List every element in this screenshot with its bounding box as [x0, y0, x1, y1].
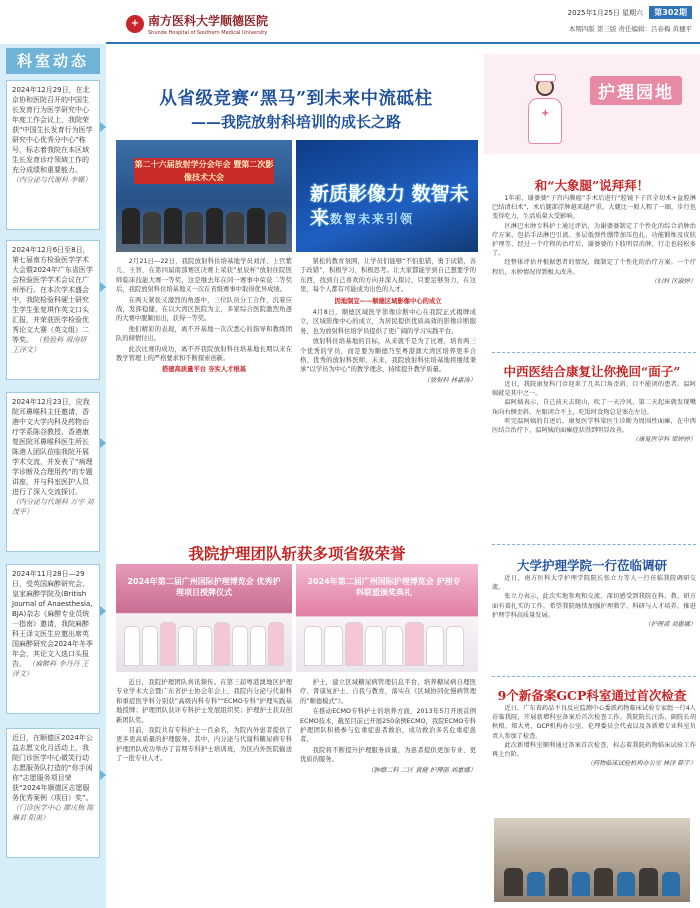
hospital-emblem-icon: +: [126, 15, 144, 33]
paragraph: 1年前，谢婆婆“子宫内膜癌”手术后进行“腔镜下子宫全切术+盆腔淋巴结清扫术”，术后腿部浮肿越来越严重，大腿比一般人粗了一圈，步行也变得吃力，生活质量大受影响。: [492, 195, 696, 221]
brief-credit: （内分泌与代谢科 万宇 刘茂平）: [12, 498, 94, 516]
section-subhead: 因地制宜——顺德区域影像中心的成立: [334, 297, 442, 305]
brief-arrow-icon: [100, 606, 106, 616]
brief-arrow-icon: [100, 770, 106, 780]
article-title-gcp: 9个新备案GCP科室通过首次检查: [497, 688, 687, 703]
person-figure: [226, 212, 244, 244]
paragraph: 张立力表示，此次实地参观和交流，深切感受到我院在科、教、研方面有着扎实的工作，希望我院继续加强护理教学、科研与人才培养，推进护理学科高质量发展。: [492, 593, 696, 619]
person-figure: [185, 212, 203, 244]
person-figure: [232, 626, 248, 666]
paragraph: 近日，我院护理团队喜讯频传。在第三届粤港澳地区护理专业学术大会暨广东省护士协会年会上，我院内分泌与代谢科和重症医学科分别获“高级内科专科”“ECMO专科”护理实践基地授牌；护理团队获评专科护士发展组织奖；护理护士获双创新团队奖。: [116, 679, 292, 724]
nursing-article-column-1: [116, 678, 292, 904]
author-credit: （肿瘤二科 二区 黄健 护理部 刘惠娜）: [367, 766, 476, 774]
brief-text: 2024年11月28日—29日，受英国麻醉研究会、皇家麻醉学院及(British Journal of Anaesthesia, BJA)杂志《麻醉专业员统一指南》邀请，我院麻醉科王泽文医生应邀出席英国麻醉研究会2024年冬季年会，其论文入选口头报告。: [12, 570, 93, 668]
radiology-award-photo: [116, 140, 292, 252]
divider: [492, 544, 696, 545]
masthead: [106, 0, 700, 44]
article-title-facial-palsy: 中西医结合康复让你挽回“面子”: [503, 364, 681, 379]
stage-banner: 2024年第二届广州国际护理博览会 优秀护理项目授牌仪式: [127, 577, 281, 597]
person-figure: [250, 626, 266, 666]
paragraph: 此次新增科室顺利通过备案首次检查，标志着我院药物临床试验工作再上台阶。: [492, 741, 696, 759]
person-figure: [549, 868, 568, 896]
paragraph: 4月8日，顺德区域医学影像诊断中心在我院正式揭牌成立，区域影像中心的成立，为居民提供优质高效的影像诊断服务，也为放射科住培学员提供了更广阔的学习实践平台。: [300, 309, 476, 335]
paragraph: 区淋巴水肿专科护士通过评估，为谢婆婆制定了个性化的综合消肿治疗方案，包括手法淋巴引流、多层低弹性绷带加压包扎、功能锻炼及皮肤护理等，经过一个疗程的治疗后，谢婆婆的下肢明显消肿，行走也轻松多了。: [492, 222, 696, 258]
nursing-award-photo-1: [116, 564, 292, 672]
news-brief-3: [6, 392, 100, 552]
person-figure: [164, 208, 182, 244]
person-figure: [504, 868, 523, 896]
paragraph: 近日，我院康复科门诊迎来了几名口角歪斜、目不能闭的患者。温阿姨就是其中之一。: [492, 381, 696, 398]
sidebar-title: 科室动态: [6, 48, 100, 74]
person-figure: [178, 626, 194, 666]
news-brief-2: [6, 240, 100, 380]
brief-text: 2024年12月23日，应我院耳鼻喉科主任邀请，香港中文大学内科及药物治疗学系陈谷教授、香港康复医院耳鼻喉科医生所长陈港人团队莅临我院开展学术交流，并发表了“病理学诊断及合理用药”的专题讲座，并与科室医护人员进行了深入交流探讨。: [12, 398, 93, 496]
stage-banner: 2024年第二届广州国际护理博览会 护理专科联盟颁奖典礼: [307, 577, 461, 597]
issue-info: [568, 6, 692, 33]
paragraph: 听完温阿姨的自述后，康复医学科梁医生诊断为周围性面瘫，在中西医结合治疗下，温阿姨的面瘫症状得到明显改善。: [492, 417, 696, 435]
brief-arrow-icon: [100, 122, 106, 132]
person-figure: [594, 868, 613, 896]
brief-text: 近日，在顺德区2024年公益志愿文化月活动上，我院门诊医学中心微笑行动志愿服务队打造的“你手闲你”志愿服务项目荣获“2024年顺德区志愿服务优秀案例（项目）奖”。: [12, 734, 93, 802]
person-figure: [324, 626, 342, 666]
brief-credit: （门诊医学中心 廖庆梅 陈琳君 阳美）: [12, 804, 94, 822]
person-figure: [426, 626, 444, 666]
editor-line: 本期四版 第三版 责任编辑：吕春梅 黄穗平: [568, 25, 692, 33]
nurse-group: [304, 620, 464, 666]
section-subhead: 搭建高质量平台 夯实人才根基: [161, 366, 247, 374]
paragraph: 我院将不断提升护理服务质量，为患者提供更加专业、更优质的服务。: [300, 746, 476, 764]
person-figure: [196, 626, 212, 666]
author-credit: （妇科 区淑婷）: [650, 277, 696, 285]
person-figure: [122, 208, 140, 244]
person-figure: [160, 622, 176, 666]
conference-screen-photo: [296, 140, 478, 252]
main-article-title: 从省级竞赛“黑马”到未来中流砥柱: [159, 89, 433, 109]
person-figure: [365, 626, 383, 666]
nursing-garden-column: [484, 44, 700, 908]
main-article-column-1: [116, 257, 292, 445]
nursing-award-photo-2: [296, 564, 478, 672]
divider: [492, 676, 696, 677]
author-credit: （药物临床试验机构办公室 林泽 陈宇）: [586, 760, 696, 768]
meeting-attendees: [504, 862, 680, 896]
screen-slogan: 新质影像力 数智未来: [310, 183, 469, 229]
author-credit: （放射科 林嘉涛）: [423, 376, 476, 384]
main-article-subtitle: ——我院放射科培训的成长之路: [190, 113, 401, 131]
paragraph: 在两天紧张又激烈的角逐中，三位队员分工合作，沉着应战，发挥稳健，在以大湾区医院为主，多家综合医院激烈角逐的大赛中脱颖而出，获得一等奖。: [116, 296, 292, 323]
paragraph: 在推动ECMO专科护士的培养方面，2013年5月开展首例ECMO技术，截至目前已开展250余例ECMO，我院ECMO专科护理团队积极参与危重症患者救治，成功救治多名危重症患者。: [300, 708, 476, 744]
paragraph: 2月21日—22日，我院放射科住培基地学员刘洋、上官紫儿、王智，在第四届南部赛区决赛上荣获“星辰杯”放射住院医师临床技能大赛一等奖，这是继去年在同一赛事中荣获二等奖后，我院放射科住培基地又一次在省级赛事中取得优异成绩。: [116, 258, 292, 294]
section-title: 护理园地: [590, 76, 682, 105]
stage-banner: 第二十六届放射学分会年会 暨第二次影像技术大会: [134, 160, 274, 182]
person-figure: [572, 872, 591, 896]
brief-credit: （内分泌与代谢科 李姗）: [12, 176, 92, 184]
paragraph: 护士，建立区域糖尿病管理信息平台，培养糖尿病自理医疗、肾康复护士、自我与教育，落实在《区域协同化慢病管理的“顺德模式”》。: [300, 679, 476, 705]
person-figure: [206, 208, 224, 244]
paragraph: 温阿姨表示，自己前天去爬山，吹了一天冷风，第二天起床就发现嘴角向右侧歪斜，左眼闭合不上，吃饭时食物总是塞在左边。: [492, 399, 696, 416]
brief-text: 2024年12月6日至8日，第七届南方检验医学学术大会暨2024年广东省医学会检验医学学术会议在广州举行。在本次学术盛会中，我院检验科硬士研究生学生张复琪作英文口头汇报，并荣获医学检验优秀论文大赛（英文组）二等奖。: [12, 246, 93, 344]
brief-text: 2024年12月29日，在北京协和医院召开的中国生长发育行为医学研究中心年度工作会议上，我院荣获“中国生长发育行为医学研究中心优秀分中心”称号，标志着我院在本区域生长发育诊疗领域工作的充分成绩和重要能力。: [12, 86, 93, 174]
paragraph: 经整体评估并根据患者的情况，做制定了个性化的治疗方案。一个疗程后，水肿情况得到极大改善。: [492, 259, 696, 276]
person-figure: [617, 872, 636, 896]
paragraph: 紧松的教育氛围，让学员们能够“不怕犯错，勇于试错，善于改错”，积极学习、积极思考。让大家都能学到自己想要学的东西，找到自己喜欢的方向并深入探讨，只要足够努力，在这里，每个人都有可能成为出色的人才。: [300, 258, 476, 294]
paragraph: 放射科住培基地的目标，从来就不是为了比赛，培育两三个优秀的学员，而是要为顺德乃至粤港澳大湾区培养更多合格、优秀的放射科医师，未来，我院放射科住培基地将继续秉承“以学员为中心”的教学理念，持续提升教学质量。: [300, 338, 476, 374]
person-figure: [124, 626, 140, 666]
person-figure: [268, 622, 284, 666]
person-figure: [142, 626, 158, 666]
news-brief-5: [6, 728, 100, 858]
issue-date: 2025年1月25日 星期六: [567, 9, 644, 17]
article-title-nursing-school-visit: 大学护理学院一行莅临调研: [516, 558, 667, 573]
paragraph: 近日，广东省药品不良反应监测中心委派药物临床试验专家组一行4人莅临我院，开展新增科室备案后首次检查工作。我院院长汪浩，副院长胡秋根、郑大勇、GCP机构办公室、伦理委员会代表以及各新增专业科室负责人参加了检查。: [492, 705, 696, 740]
nursing-garden-header: [484, 54, 700, 154]
person-figure: [247, 208, 265, 244]
brief-credit: （检验科 周涛妍 王泽文）: [12, 336, 87, 354]
hospital-name-en: Shunde Hospital of Southern Medical University: [148, 30, 268, 36]
news-brief-1: [6, 80, 100, 230]
news-brief-4: [6, 564, 100, 714]
article-title-elephant-leg: 和“大象腿”说拜拜！: [534, 178, 650, 193]
paragraph: 他们精彩的表现，离不开基地一次次悉心的指导和教练团队的倾情付出。: [116, 325, 292, 343]
award-group: [122, 204, 286, 244]
person-figure: [214, 622, 230, 666]
person-figure: [304, 626, 322, 666]
main-article-column-2: [300, 257, 476, 445]
paragraph: 此次比赛的成功，离不开我院放射科住培基地长期以来在教学管理上的严格要求和不断探索创新。: [116, 345, 292, 363]
brief-arrow-icon: [100, 282, 106, 292]
author-credit: （康复医学科 梁婷婷）: [632, 436, 696, 444]
nursing-article-column-2: [300, 678, 476, 904]
screen-subslogan: 数智未来引领: [330, 212, 415, 226]
person-figure: [639, 868, 658, 896]
issue-number: 第302期: [649, 6, 692, 19]
nursing-article-title: 我院护理团队斩获多项省级荣誉: [188, 544, 406, 563]
author-credit: （护理部 刘惠娜）: [644, 621, 696, 629]
person-figure: [405, 622, 423, 666]
brief-credit: （麻醉科 李丹丹 王泽文）: [12, 660, 89, 678]
article-body-facial-palsy: [492, 380, 696, 536]
hospital-logo: [126, 12, 268, 36]
gcp-meeting-photo: [494, 818, 690, 902]
article-body-gcp: [492, 704, 696, 814]
paragraph: 近日，南方医科大学护理学院院长张立力等人一行莅临我院调研交流。: [492, 575, 696, 592]
article-body-nursing-school-visit: [492, 574, 696, 670]
person-figure: [446, 626, 464, 666]
brief-arrow-icon: [100, 438, 106, 448]
person-figure: [527, 872, 546, 896]
nurse-illustration-icon: +: [522, 78, 568, 152]
article-body-elephant-leg: [492, 194, 696, 346]
person-figure: [345, 622, 363, 666]
person-figure: [662, 872, 681, 896]
hospital-name: 南方医科大学顺德医院: [148, 14, 269, 28]
person-figure: [385, 626, 403, 666]
divider: [492, 352, 696, 353]
person-figure: [268, 212, 286, 244]
nurse-group: [124, 620, 284, 666]
person-figure: [143, 212, 161, 244]
paragraph: 目前，我院共有专科护士一百余名，为院内外患者提供了更多更高质量的护理服务。其中，内分泌与代谢科糖尿病专科护理团队成功举办了首期专科护士培训班，为区内外医院输送了一批专业人才。: [116, 727, 292, 763]
